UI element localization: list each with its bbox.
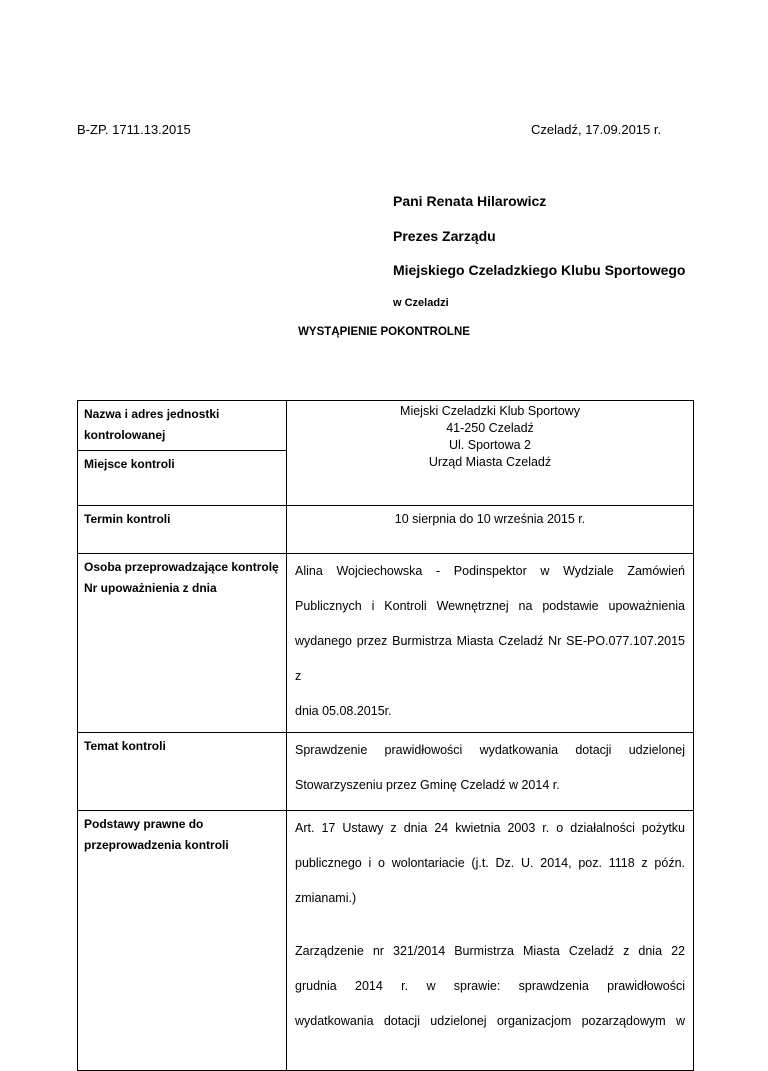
addressee-organization: Miejskiego Czeladzkiego Klubu Sportowego	[393, 262, 686, 278]
person-line-4: dnia 05.08.2015r.	[295, 704, 392, 718]
place-value: Urząd Miasta Czeladź	[428, 455, 552, 469]
term-label: Termin kontroli	[78, 506, 287, 554]
place-label: Miejsce kontroli	[78, 451, 287, 506]
place-date: Czeladź, 17.09.2015 r.	[531, 122, 662, 137]
topic-line-1: Sprawdzenie prawidłowości wydatkowania dotacji udzielonej	[295, 743, 685, 757]
inspection-table	[77, 400, 694, 1071]
basis-line-5: grudnia 2014 r. w sprawie: sprawdzenia prawidłowości	[295, 979, 685, 993]
table-row-term	[78, 506, 694, 554]
topic-value	[287, 733, 694, 811]
unit-label: Nazwa i adres jednostki kontrolowanej	[78, 401, 287, 451]
table-row-topic	[78, 733, 694, 811]
person-line-2: Publicznych i Kontroli Wewnętrznej na podstawie upoważnienia	[295, 599, 685, 613]
basis-line-1: Art. 17 Ustawy z dnia 24 kwietnia 2003 r. o działalności pożytku	[295, 821, 685, 835]
basis-line-4: Zarządzenie nr 321/2014 Burmistrza Miasta Czeladź z dnia 22	[295, 944, 685, 958]
person-label	[78, 554, 287, 733]
table-row-person	[78, 554, 694, 733]
basis-label: Podstawy prawne do przeprowadzenia kontroli	[78, 811, 287, 1071]
document-title: WYSTĄPIENIE POKONTROLNE	[298, 326, 470, 338]
basis-value	[287, 811, 694, 1071]
unit-line-1: Miejski Czeladzki Klub Sportowy	[400, 404, 580, 418]
table-row-basis	[78, 811, 694, 1071]
addressee-position: Prezes Zarządu	[393, 228, 496, 244]
topic-label: Temat kontroli	[78, 733, 287, 811]
basis-line-2: publicznego i o wolontariacie (j.t. Dz. U. 2014, poz. 1118 z późn.	[295, 856, 685, 870]
reference-number: B-ZP. 1711.13.2015	[77, 122, 191, 137]
addressee-city: w Czeladzi	[393, 297, 449, 309]
unit-line-2: 41-250 Czeladź	[446, 421, 534, 435]
term-value: 10 sierpnia do 10 września 2015 r.	[287, 506, 694, 554]
addressee-name: Pani Renata Hilarowicz	[393, 193, 547, 209]
person-value	[287, 554, 694, 733]
person-line-3: wydanego przez Burmistrza Miasta Czeladź Nr SE-PO.077.107.2015 z	[295, 634, 685, 683]
unit-line-3: Ul. Sportowa 2	[449, 438, 531, 452]
table-row-unit	[78, 401, 694, 451]
person-line-1: Alina Wojciechowska - Podinspektor w Wydziale Zamówień	[295, 564, 685, 578]
basis-line-3: zmianami.)	[295, 891, 357, 905]
unit-value	[287, 401, 694, 506]
person-label-line-2: Nr upoważnienia z dnia	[84, 581, 217, 595]
person-label-line-1: Osoba przeprowadzające kontrolę	[84, 560, 279, 574]
topic-line-2: Stowarzyszeniu przez Gminę Czeladź w 2014 r.	[295, 778, 560, 792]
basis-line-6: wydatkowania dotacji udzielonej organizacjom pozarządowym w	[295, 1014, 685, 1028]
